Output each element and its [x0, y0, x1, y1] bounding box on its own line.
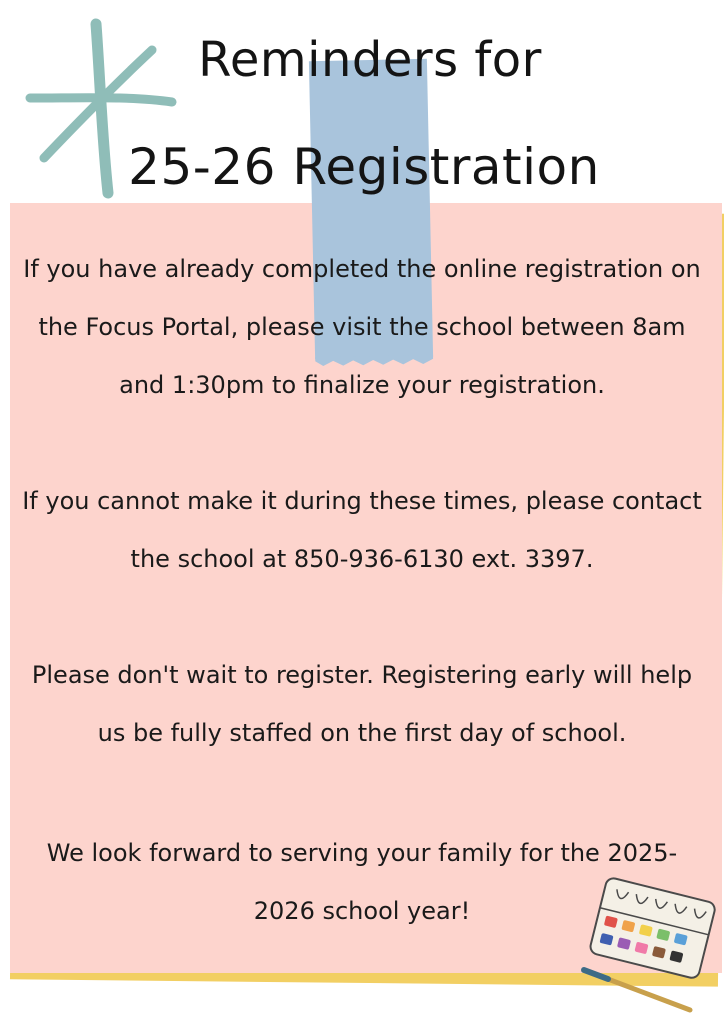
paragraph-contact-school: If you cannot make it during these times, please contact the school at 850-936-6130 ext. 3397. [22, 487, 702, 573]
page-title-line-2: 25-26 Registration [128, 138, 600, 196]
paragraph-closing: We look forward to serving your family for the 2025-2026 school year! [46, 839, 678, 925]
paragraph-completed-registration: If you have already completed the online registration on the Focus Portal, please visit the school between 8am and 1:30pm to finalize your registration. [23, 255, 701, 399]
watercolor-palette-icon [578, 870, 718, 1015]
paragraph-register-early: Please don't wait to register. Registering early will help us be fully staffed on the first day of school. [31, 661, 693, 747]
page-title-line-1: Reminders for [198, 32, 542, 88]
